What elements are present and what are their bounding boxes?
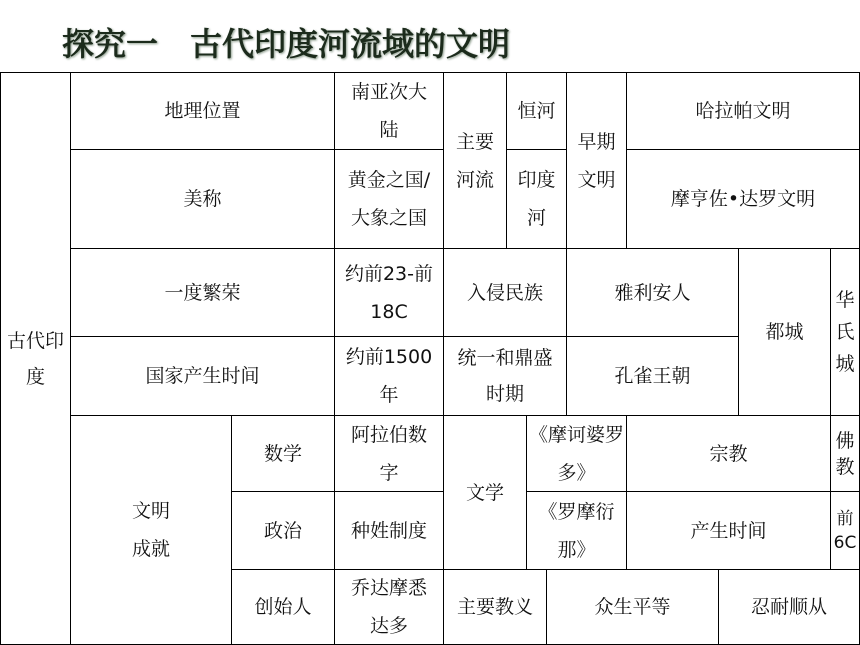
nickname-value-cell xyxy=(334,149,444,249)
politics-label-cell xyxy=(231,491,335,570)
religion-value-cell xyxy=(830,415,860,492)
invader-value-cell xyxy=(566,248,739,337)
early2-cell xyxy=(626,149,860,249)
early-label: 早期文明 xyxy=(577,130,616,191)
lit2: 《罗摩衍那》 xyxy=(538,500,615,561)
unify-label-cell xyxy=(443,336,567,416)
lit1: 《摩诃婆罗多》 xyxy=(528,423,624,484)
prosper-value-cell xyxy=(334,248,444,337)
lit1-cell xyxy=(526,415,627,492)
politics-value: 种姓制度 xyxy=(350,519,427,542)
geo-label-cell xyxy=(70,72,335,150)
lit-label-cell xyxy=(443,415,527,570)
math-label: 数学 xyxy=(263,442,302,465)
achieve-label-cell xyxy=(70,415,232,645)
river2: 印度河 xyxy=(517,169,556,229)
origin-value: 前6C xyxy=(833,508,857,553)
river1-cell xyxy=(506,72,567,150)
geo-value-cell xyxy=(334,72,444,150)
doctrine1: 众生平等 xyxy=(594,596,671,618)
math-label-cell xyxy=(231,415,335,492)
math-value-cell xyxy=(334,415,444,492)
religion-value: 佛教 xyxy=(835,429,855,478)
achieve-label: 文明成就 xyxy=(131,500,170,560)
page-title: 探究一 古代印度河流域的文明 xyxy=(62,25,511,63)
doctrine-label-cell xyxy=(443,569,547,645)
capital-value-cell xyxy=(830,248,860,416)
invader-label: 入侵民族 xyxy=(466,281,543,304)
river-label-cell xyxy=(443,72,507,249)
unify-value: 孔雀王朝 xyxy=(614,365,691,387)
founder-value-cell xyxy=(334,569,444,645)
origin-value-cell xyxy=(830,491,860,570)
unify-value-cell xyxy=(566,336,739,416)
state-value-cell xyxy=(334,336,444,416)
geo-value: 南亚次大陆 xyxy=(350,81,427,141)
row-header-ancient-india xyxy=(0,72,71,645)
early-label-cell xyxy=(566,72,627,249)
nickname-value: 黄金之国/大象之国 xyxy=(347,169,431,229)
founder-value: 乔达摩悉达多 xyxy=(350,577,427,637)
founder-label-cell xyxy=(231,569,335,645)
capital-label-cell xyxy=(738,248,831,416)
doctrine1-cell xyxy=(546,569,719,645)
river1: 恒河 xyxy=(517,100,556,122)
doctrine2: 忍耐顺从 xyxy=(750,596,827,618)
early1-cell xyxy=(626,72,860,150)
prosper-label: 一度繁荣 xyxy=(164,281,241,304)
row-header-text: 古代印度 xyxy=(6,329,64,388)
state-label-cell xyxy=(70,336,335,416)
founder-label: 创始人 xyxy=(254,596,312,618)
origin-label-cell xyxy=(626,491,831,570)
doctrine-label: 主要教义 xyxy=(456,596,533,618)
prosper-label-cell xyxy=(70,248,335,337)
doctrine2-cell xyxy=(718,569,860,645)
river-label: 主要河流 xyxy=(455,130,494,191)
invader-label-cell xyxy=(443,248,567,337)
early1: 哈拉帕文明 xyxy=(695,100,791,122)
math-value: 阿拉伯数字 xyxy=(350,423,427,484)
invader-value: 雅利安人 xyxy=(614,281,691,304)
unify-label: 统一和鼎盛时期 xyxy=(457,347,553,405)
capital-value: 华氏城 xyxy=(835,289,855,375)
politics-value-cell xyxy=(334,491,444,570)
religion-label: 宗教 xyxy=(709,442,748,465)
nickname-label-cell xyxy=(70,149,335,249)
nickname-label: 美称 xyxy=(183,188,222,210)
capital-label: 都城 xyxy=(765,321,804,343)
politics-label: 政治 xyxy=(263,519,302,542)
origin-label: 产生时间 xyxy=(690,519,767,542)
geo-label: 地理位置 xyxy=(164,100,241,122)
religion-label-cell xyxy=(626,415,831,492)
lit2-cell xyxy=(526,491,627,570)
early2: 摩亨佐•达罗文明 xyxy=(670,188,816,210)
state-label: 国家产生时间 xyxy=(145,365,260,387)
prosper-value: 约前23-前18C xyxy=(344,262,434,323)
state-value: 约前1500年 xyxy=(345,346,433,406)
lit-label: 文学 xyxy=(465,481,504,504)
river2-cell xyxy=(506,149,567,249)
